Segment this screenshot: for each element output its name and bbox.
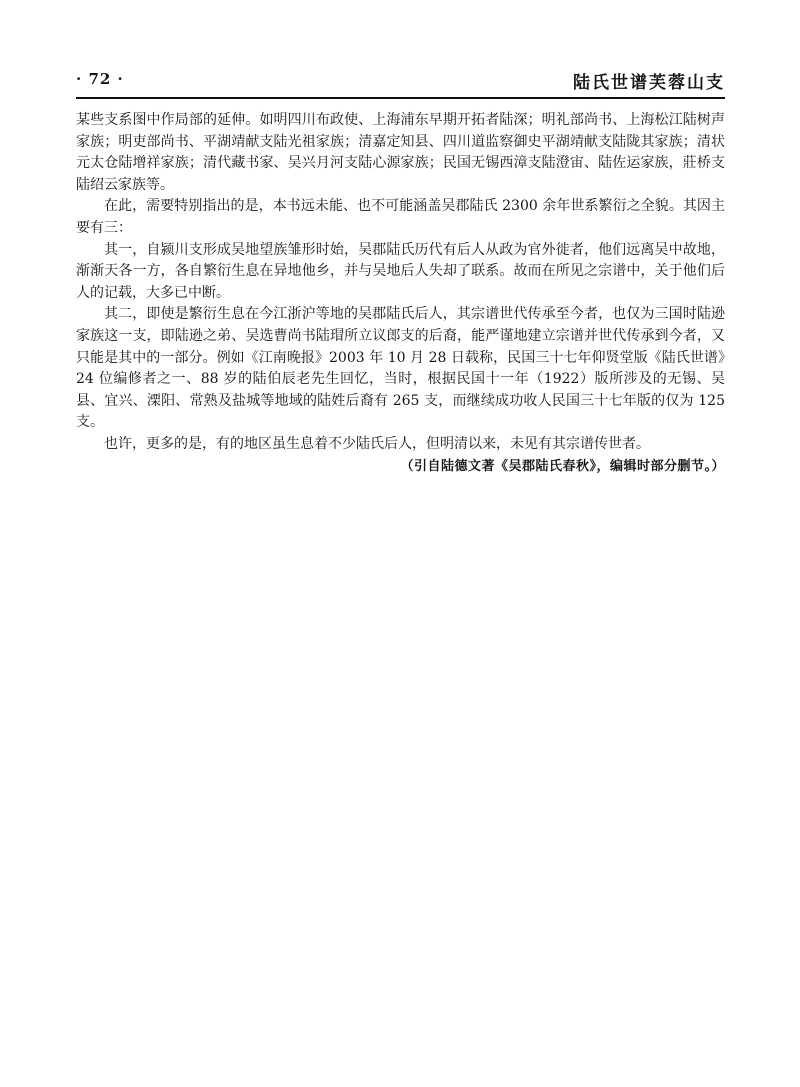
running-title: 陆氏世谱芙蓉山支 [573, 73, 725, 93]
page-number: · 72 · [76, 70, 124, 88]
paragraph-reason-two: 其二，即使是繁衍生息在今江浙沪等地的吴郡陆氏后人，其宗谱世代传承至今者，也仅为三国时陆逊家族这一支，即陆逊之弟、吴选曹尚书陆瑁所立议郎支的后裔，能严谨地建立宗谱并世代传承到今者，又只能是其中的一部分。例如《江南晚报》2003 年 10 月 28 日载称，民国三十七年仰贤堂版《陆氏世谱》24 位编修者之一、88 岁的陆伯辰老先生回忆，当时，根据民国十一年（1922）版所涉及的无锡、吴县、宜兴、溧阳、常熟及盐城等地域的陆姓后裔有 265 支，而继续成功收人民国三十七年版的仅为 125 支。 [76, 306, 725, 431]
paragraph-continuation: 某些支系图中作局部的延伸。如明四川布政使、上海浦东早期开拓者陆深；明礼部尚书、上海松江陆树声家族；明吏部尚书、平湖靖献支陆光祖家族；清嘉定知县、四川道监察御史平湖靖献支陆陇其家族；清状元太仓陆增祥家族；清代藏书家、吴兴月河支陆心源家族；民国无锡西漳支陆澄宙、陆佐运家族，莊桥支陆绍云家族等。 [76, 112, 725, 193]
source-citation: （引自陆德文著《吴郡陆氏春秋》，编辑时部分删节。） [400, 458, 725, 474]
paragraph-reason-one: 其一，自颍川支形成吴地望族雏形时始，吴郡陆氏历代有后人从政为官外徙者，他们远离吴中故地，渐渐天各一方，各自繁衍生息在异地他乡，并与吴地后人失却了联系。故而在所见之宗谱中，关于他们后人的记载，大多已中断。 [76, 241, 725, 301]
body-text [76, 110, 725, 477]
paragraph-reason-three: 也许，更多的是，有的地区虽生息着不少陆氏后人，但明清以来，未见有其宗谱传世者。 [104, 435, 650, 452]
page-header [76, 68, 725, 94]
header-rule [76, 97, 725, 99]
paragraph-intro: 在此，需要特别指出的是，本书远未能、也不可能涵盖吴郡陆氏 2300 余年世系繁衍之全貌。其因主要有三： [76, 198, 725, 236]
